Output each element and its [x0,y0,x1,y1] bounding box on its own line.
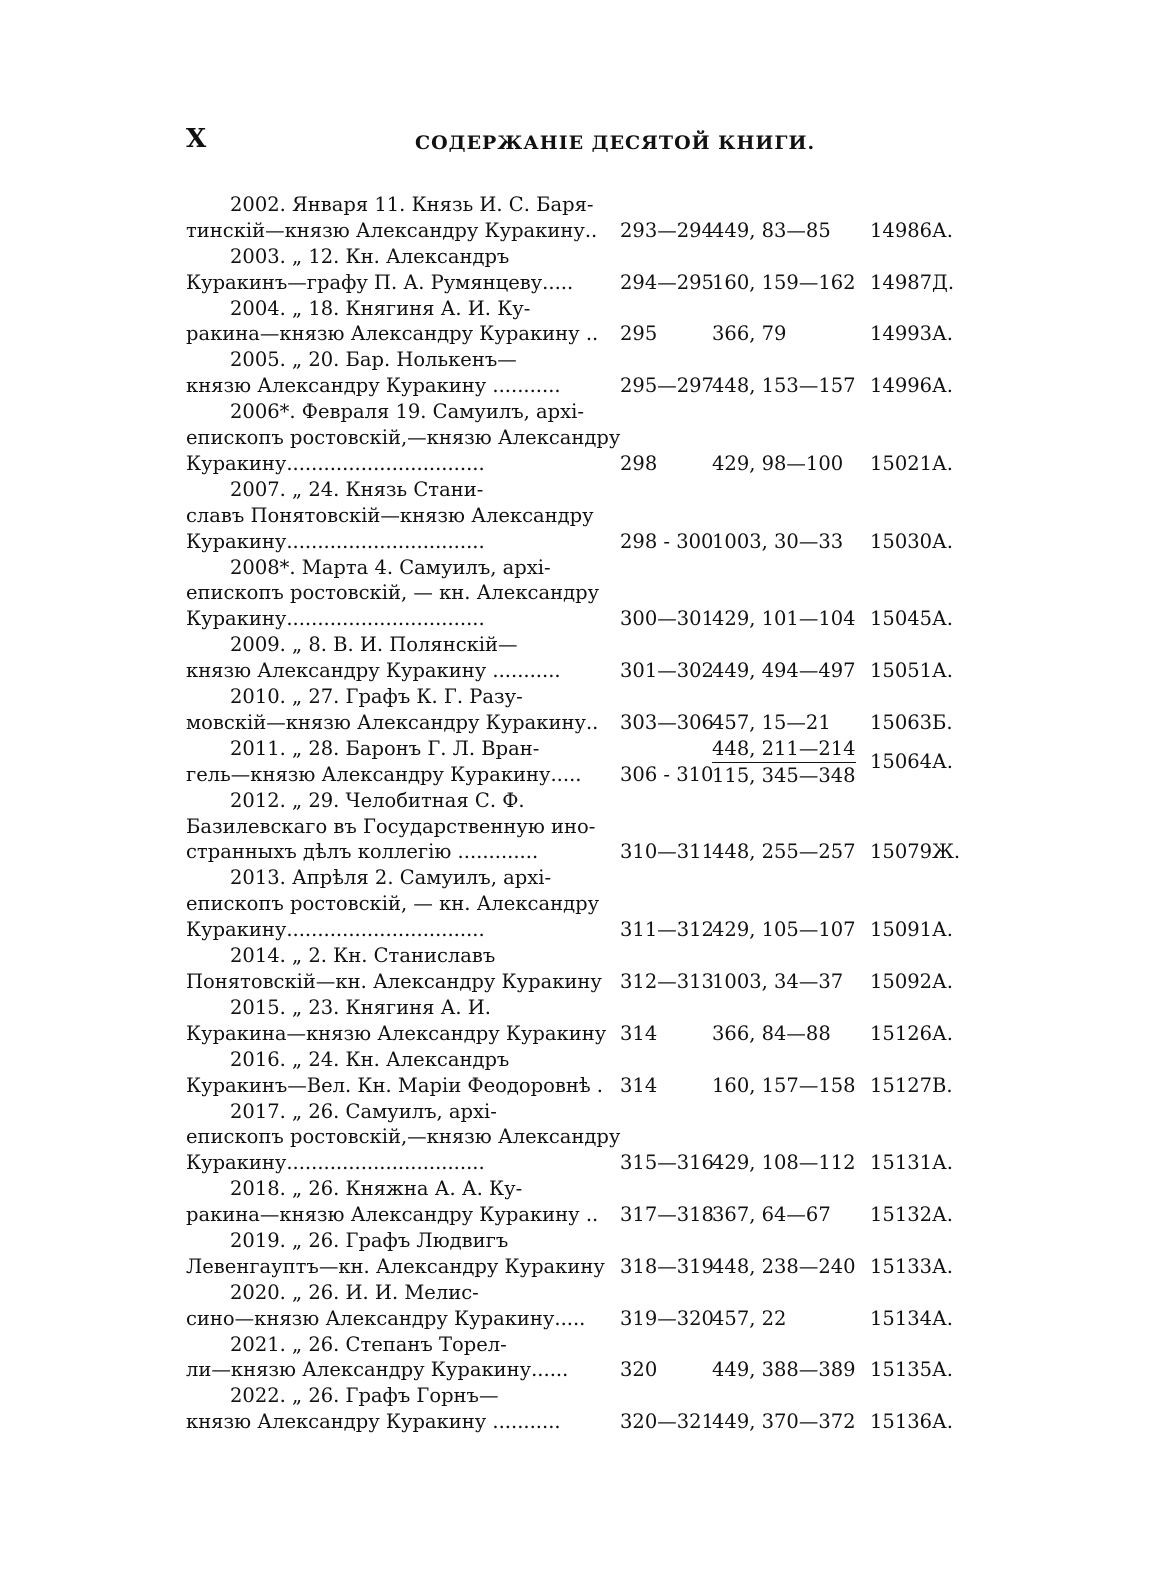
entry-pages: 298 [620,451,658,475]
entry-text: Куракину................................ [186,1151,485,1175]
entry-text: Куракину................................ [186,918,485,942]
entry-letter: А. [932,918,953,942]
entry-text: Левенгауптъ—кн. Александру Куракину [186,1254,605,1278]
entry-text: ракина—князю Александру Куракину .. [186,322,599,346]
entry-heading: 2018. „ 26. Княжна А. А. Ку- [230,1177,523,1201]
entry-text: сино—князю Александру Куракину..... [186,1306,586,1330]
entry-letter: А. [932,451,953,475]
entry-file: 448, 238—240 [712,1254,856,1278]
entry-text: Куракину................................ [186,529,485,553]
entry-file: 449, 370—372 [712,1410,856,1434]
entry-pages: 306 - 310 [620,762,714,786]
entry-pages: 314 [620,1021,658,1045]
entry-file: 429, 105—107 [712,918,856,942]
entry-pages: 319—320 [620,1306,714,1330]
entry-heading: 2017. „ 26. Самуилъ, архі- [230,1099,497,1123]
entry-letter: Б. [932,710,953,734]
entry-number: 14986 [870,218,933,242]
entry-letter: А. [932,1254,953,1278]
entry-letter: А. [932,322,953,346]
entry-heading: 2005. „ 20. Бар. Нолькенъ— [230,348,517,372]
page-number: X [186,124,207,154]
entry-heading: 2007. „ 24. Князь Стани- [230,477,484,501]
entry-number: 15030 [870,529,933,553]
entry-number: 15134 [870,1306,933,1330]
entry-pages: 310—311 [620,840,714,864]
entry-letter: А. [932,1358,953,1382]
entry-heading: 2011. „ 28. Баронъ Г. Л. Вран- [230,736,540,760]
entry-number: 15132 [870,1203,933,1227]
entry-heading: 2015. „ 23. Княгиня А. И. [230,995,492,1019]
entry-heading: 2019. „ 26. Графъ Людвигъ [230,1229,509,1252]
entry-pages: 294—295 [620,270,714,294]
entry-file: 449, 494—497 [712,659,856,683]
entry-heading: 2021. „ 26. Степанъ Торел- [230,1332,507,1356]
entry-text: ли—князю Александру Куракину...... [186,1358,569,1382]
entry-file: 366, 84—88 [712,1021,831,1045]
entry-text: Куракину................................ [186,607,485,631]
entry-file: 449, 83—85 [712,218,831,242]
entry-file: 448, 255—257 [712,840,856,864]
entry-heading: 2003. „ 12. Кн. Александръ [230,244,510,268]
entry-heading: 2006*. Февраля 19. Самуилъ, архі- [230,400,584,424]
entry-heading: 2002. Января 11. Князь И. С. Баря- [230,193,594,216]
entry-letter: А. [932,1203,953,1227]
entry-letter: А. [932,374,953,398]
entry-text: Куракина—князю Александру Куракину [186,1021,607,1045]
entry-file: 448, 153—157 [712,374,856,398]
entry-text: князю Александру Куракину ........... [186,374,561,398]
entry-pages: 320—321 [620,1410,714,1434]
entry-letter: А. [932,529,953,553]
entry-text: Куракинъ—графу П. А. Румянцеву..... [186,270,574,294]
entry-text: Куракину................................ [186,451,485,475]
entry-number: 15051 [870,659,933,683]
entry-text: странныхъ дѣлъ коллегію ............. [186,840,539,864]
entry-number: 15127 [870,1073,933,1097]
entry-number: 15133 [870,1254,933,1278]
entry-text: князю Александру Куракину ........... [186,659,561,683]
entry-letter: А. [932,1306,953,1330]
entry-pages: 295—297 [620,374,714,398]
entry-text: Куракинъ—Вел. Кн. Маріи Феодоровнѣ . [186,1073,603,1097]
entry-heading: 2013. Апрѣля 2. Самуилъ, архі- [230,866,552,890]
entry-file: 366, 79 [712,322,787,346]
entry-file-stack [712,736,856,789]
entry-file: 457, 22 [712,1306,787,1330]
entry-text: Базилевскаго въ Государственную ино- [186,814,596,838]
entry-file: 457, 15—21 [712,710,831,734]
entry-number: 15135 [870,1358,933,1382]
entry-letter: А. [932,749,953,773]
entry-pages: 298 - 300 [620,529,714,553]
entry-text: гель—князю Александру Куракину..... [186,762,582,786]
entry-text: Понятовскій—кн. Александру Куракину [186,969,602,993]
entry-letter: А. [932,1410,953,1434]
entry-letter: А. [932,1151,953,1175]
entry-letter: Ж. [932,840,961,864]
entry-text: тинскій—князю Александру Куракину.. [186,218,598,242]
entry-pages: 311—312 [620,918,714,942]
entry-number: 15126 [870,1021,933,1045]
entry-heading: 2022. „ 26. Графъ Горнъ— [230,1384,499,1408]
entry-text: епископъ ростовскій,—князю Александру [186,1125,621,1149]
entry-number: 14987 [870,270,933,294]
entry-number: 15064 [870,749,933,773]
entry-heading: 2020. „ 26. И. И. Мелис- [230,1280,479,1304]
entry-pages: 314 [620,1073,658,1097]
entry-number: 15021 [870,451,933,475]
entry-text: епископъ ростовскій, — кн. Александру [186,892,600,916]
entry-heading: 2008*. Марта 4. Самуилъ, архі- [230,555,551,579]
entry-letter: А. [932,659,953,683]
entry-pages: 320 [620,1358,658,1382]
entry-number: 15079 [870,840,933,864]
entry-heading: 2009. „ 8. В. И. Полянскій— [230,633,518,657]
entry-file: 449, 388—389 [712,1358,856,1382]
entry-file: 429, 101—104 [712,607,856,631]
entry-file: 1003, 30—33 [712,529,844,553]
entry-letter: А. [932,607,953,631]
entry-heading: 2014. „ 2. Кн. Станиславъ [230,944,496,968]
entry-file: 1003, 34—37 [712,969,844,993]
entry-file: 429, 108—112 [712,1151,856,1175]
entry-number: 15045 [870,607,933,631]
entry-text: епископъ ростовскій, — кн. Александру [186,581,600,605]
entry-number: 15063 [870,710,933,734]
entry-number: 15136 [870,1410,933,1434]
entry-file: 448, 211—214 [712,736,856,763]
entry-file: 429, 98—100 [712,451,844,475]
entry-letter: А. [932,969,953,993]
entry-heading: 2010. „ 27. Графъ К. Г. Разу- [230,685,523,709]
entry-file: 160, 159—162 [712,270,856,294]
entry-number: 15131 [870,1151,933,1175]
entry-pages: 318—319 [620,1254,714,1278]
entry-heading: 2012. „ 29. Челобитная С. Ф. [230,788,525,812]
entry-letter: Д. [932,270,955,294]
entry-pages: 301—302 [620,659,714,683]
entry-pages: 300—301 [620,607,714,631]
entry-pages: 293—294 [620,218,714,242]
entry-pages: 303—306 [620,710,714,734]
entry-text: епископъ ростовскій,—князю Александру [186,426,621,450]
entry-number: 14996 [870,374,933,398]
entry-text: славъ Понятовскій—князю Александру [186,503,594,527]
entry-number: 14993 [870,322,933,346]
entry-file: 160, 157—158 [712,1073,856,1097]
entry-file: 367, 64—67 [712,1203,831,1227]
entry-heading: 2016. „ 24. Кн. Александръ [230,1047,510,1071]
entry-text: мовскій—князю Александру Куракину.. [186,710,599,734]
entry-pages: 295 [620,322,658,346]
entry-letter: А. [932,218,953,242]
entry-text: ракина—князю Александру Куракину .. [186,1203,599,1227]
entry-text: князю Александру Куракину ........... [186,1410,561,1434]
entry-pages: 315—316 [620,1151,714,1175]
entry-pages: 317—318 [620,1203,714,1227]
entry-number: 15092 [870,969,933,993]
entry-file: 115, 345—348 [712,763,856,787]
page-title: СОДЕРЖАНIЕ ДЕСЯТОЙ КНИГИ. [415,132,816,154]
entry-heading: 2004. „ 18. Княгиня А. И. Ку- [230,296,531,320]
entry-pages: 312—313 [620,969,714,993]
entry-letter: А. [932,1021,953,1045]
entry-number: 15091 [870,918,933,942]
entry-letter: В. [932,1073,953,1097]
